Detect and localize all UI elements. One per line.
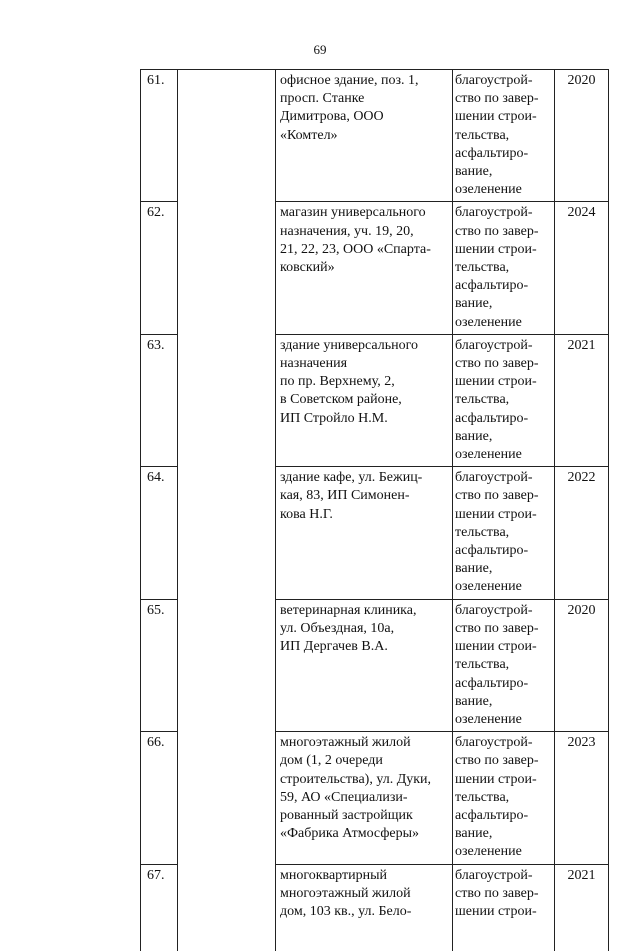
object-line: дом, 103 кв., ул. Бело- [280, 903, 412, 919]
object-line: назначения, уч. 19, 20, [280, 223, 414, 239]
works-line: асфальтиро- [455, 278, 529, 294]
works-line: вание, [455, 693, 493, 709]
works-cell [453, 732, 555, 864]
table-row [141, 70, 609, 202]
works-line: тельства, [455, 657, 510, 673]
table-row [141, 202, 609, 334]
row-number-cell: 65. [141, 599, 178, 731]
table-row [141, 467, 609, 599]
object-line: кова Н.Г. [280, 506, 333, 522]
object-line: здание кафе, ул. Бежиц- [280, 470, 423, 486]
works-line: тельства, [455, 789, 510, 805]
works-line: шении строи- [455, 506, 537, 522]
row-number-cell: 63. [141, 334, 178, 466]
works-line: шении строи- [455, 771, 537, 787]
blank-cell [178, 467, 276, 599]
year-cell: 2021 [555, 334, 609, 466]
works-cell [453, 334, 555, 466]
object-line: дом (1, 2 очереди [280, 753, 383, 769]
works-line: благоустрой- [455, 602, 533, 618]
works-line: асфальтиро- [455, 675, 529, 691]
works-line: вание, [455, 164, 493, 180]
works-line: асфальтиро- [455, 145, 529, 161]
row-number-cell: 67. [141, 864, 178, 951]
object-line: рованный застройщик [280, 807, 413, 823]
works-line: озеленение [455, 314, 522, 330]
works-line: ство по завер- [455, 223, 539, 239]
year-cell: 2022 [555, 467, 609, 599]
works-line: шении строи- [455, 639, 537, 655]
works-line: ство по завер- [455, 356, 539, 372]
row-number-cell: 61. [141, 70, 178, 202]
works-line: вание, [455, 296, 493, 312]
object-line: Димитрова, ООО [280, 109, 384, 125]
blank-cell [178, 864, 276, 951]
object-description-cell [276, 334, 453, 466]
works-line: шении строи- [455, 241, 537, 257]
improvement-schedule-table [140, 69, 609, 951]
object-line: ветеринарная клиника, [280, 602, 417, 618]
object-line: «Фабрика Атмосферы» [280, 826, 420, 842]
object-line: ИП Дергачев В.А. [280, 639, 388, 655]
works-line: тельства, [455, 392, 510, 408]
year-cell: 2024 [555, 202, 609, 334]
works-line: благоустрой- [455, 470, 533, 486]
object-description-cell [276, 70, 453, 202]
year-cell: 2021 [555, 864, 609, 951]
table-row [141, 864, 609, 951]
year-cell: 2020 [555, 599, 609, 731]
works-line: благоустрой- [455, 867, 533, 883]
object-line: «Комтел» [280, 127, 338, 143]
works-line: благоустрой- [455, 735, 533, 751]
works-line: озеленение [455, 844, 522, 860]
works-line: вание, [455, 561, 493, 577]
object-line: многоэтажный жилой [280, 735, 411, 751]
works-cell [453, 467, 555, 599]
object-line: многоэтажный жилой [280, 885, 411, 901]
object-line: строительства), ул. Дуки, [280, 771, 432, 787]
object-description-cell [276, 599, 453, 731]
works-cell [453, 202, 555, 334]
blank-cell [178, 732, 276, 864]
row-number-cell: 64. [141, 467, 178, 599]
works-line: ство по завер- [455, 488, 539, 504]
works-cell [453, 864, 555, 951]
works-line: благоустрой- [455, 73, 533, 88]
works-line: тельства, [455, 127, 510, 143]
page-number: 69 [313, 42, 327, 57]
object-description-cell [276, 732, 453, 864]
object-line: кая, 83, ИП Симонен- [280, 488, 410, 504]
works-line: вание, [455, 428, 493, 444]
works-line: ство по завер- [455, 885, 539, 901]
blank-cell [178, 599, 276, 731]
row-number-cell: 62. [141, 202, 178, 334]
year-cell: 2023 [555, 732, 609, 864]
blank-cell [178, 70, 276, 202]
works-line: шении строи- [455, 903, 537, 919]
works-cell [453, 599, 555, 731]
works-line: озеленение [455, 447, 522, 463]
blank-cell [178, 334, 276, 466]
object-line: по пр. Верхнему, 2, [280, 374, 395, 390]
object-line: ул. Объездная, 10а, [280, 620, 395, 636]
works-line: озеленение [455, 711, 522, 727]
object-line: ИП Стройло Н.М. [280, 410, 388, 426]
object-line: ковский» [280, 260, 335, 276]
object-description-cell [276, 202, 453, 334]
table-row [141, 334, 609, 466]
works-line: асфальтиро- [455, 410, 529, 426]
object-description-cell [276, 467, 453, 599]
works-line: озеленение [455, 579, 522, 595]
works-line: озеленение [455, 182, 522, 198]
object-description-cell [276, 864, 453, 951]
object-line: 21, 22, 23, ООО «Спарта- [280, 241, 431, 257]
works-line: асфальтиро- [455, 807, 529, 823]
table-row [141, 599, 609, 731]
object-line: многоквартирный [280, 867, 388, 883]
works-line: шении строи- [455, 109, 537, 125]
table-row [141, 732, 609, 864]
object-line: в Советском районе, [280, 392, 402, 408]
works-line: ство по завер- [455, 753, 539, 769]
works-line: ство по завер- [455, 620, 539, 636]
object-line: магазин универсального [280, 205, 426, 221]
works-line: благоустрой- [455, 205, 533, 221]
works-line: шении строи- [455, 374, 537, 390]
works-line: тельства, [455, 524, 510, 540]
works-line: вание, [455, 826, 493, 842]
year-cell: 2020 [555, 70, 609, 202]
object-line: 59, АО «Специализи- [280, 789, 408, 805]
works-line: асфальтиро- [455, 543, 529, 559]
blank-cell [178, 202, 276, 334]
works-line: ство по завер- [455, 91, 539, 107]
works-line: тельства, [455, 260, 510, 276]
row-number-cell: 66. [141, 732, 178, 864]
object-line: просп. Станке [280, 91, 365, 107]
works-line: благоустрой- [455, 337, 533, 353]
works-cell [453, 70, 555, 202]
object-line: офисное здание, поз. 1, [280, 73, 419, 88]
object-line: назначения [280, 356, 348, 372]
object-line: здание универсального [280, 337, 419, 353]
